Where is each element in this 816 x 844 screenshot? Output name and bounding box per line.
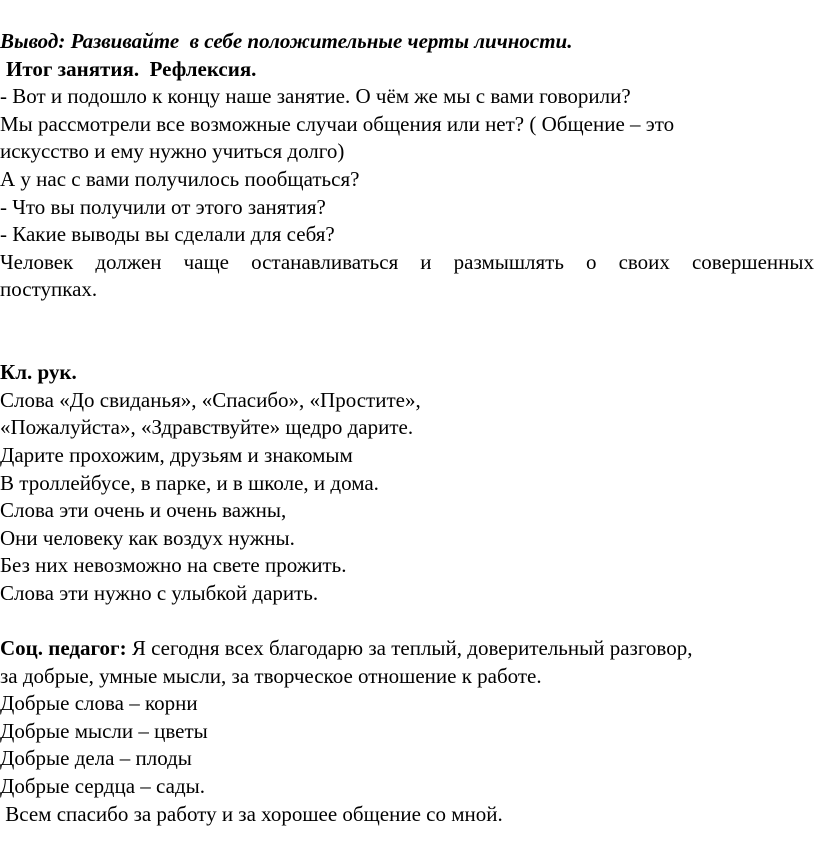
reflection-line: Человек должен чаще останавливаться и размышлять о своих совершенных (0, 249, 814, 274)
social-teacher-text-line: Добрые мысли – цветы (0, 718, 208, 743)
summary-heading: Итог занятия. Рефлексия. (6, 56, 257, 81)
reflection-line: А у нас с вами получилось пообщаться? (0, 166, 360, 191)
reflection-line: искусство и ему нужно учиться долго) (0, 139, 345, 164)
reflection-line: - Что вы получили от этого занятия? (0, 194, 326, 219)
conclusion-label: Вывод: (0, 29, 66, 53)
social-teacher-first-line: Я сегодня всех благодарю за теплый, доверительный разговор, (126, 636, 693, 661)
class-teacher-label: Кл. рук. (0, 360, 77, 385)
summary-heading-line (0, 56, 816, 84)
reflection-line: - Какие выводы вы сделали для себя? (0, 222, 335, 247)
reflection-line: Мы рассмотрели все возможные случаи общения или нет? ( Общение – это (0, 111, 675, 136)
social-teacher-text-line: за добрые, умные мысли, за творческое отношение к работе. (0, 663, 542, 688)
conclusion-text: Развивайте в себе положительные черты личности. (70, 29, 573, 53)
spacer (0, 607, 816, 635)
spacer (0, 304, 816, 332)
poem-line: Слова «До свиданья», «Спасибо», «Простите», (0, 387, 421, 412)
poem-line: «Пожалуйста», «Здравствуйте» щедро дарите. (0, 415, 414, 440)
spacer (0, 332, 816, 360)
social-teacher-text-line: Добрые сердца – сады. (0, 774, 205, 799)
document-page (0, 28, 816, 828)
social-teacher-text-line: Добрые слова – корни (0, 691, 198, 716)
poem-line: Слова эти очень и очень важны, (0, 498, 287, 523)
conclusion-line (0, 28, 816, 56)
poem-line: Дарите прохожим, друзьям и знакомым (0, 442, 353, 467)
reflection-line: поступках. (0, 277, 98, 302)
class-teacher-heading-line (0, 359, 816, 387)
social-teacher-line (0, 635, 816, 663)
poem-line: В троллейбусе, в парке, и в школе, и дома. (0, 470, 379, 495)
social-teacher-label: Соц. педагог: (0, 636, 127, 661)
social-teacher-text-line: Добрые дела – плоды (0, 746, 192, 771)
poem-line: Без них невозможно на свете прожить. (0, 553, 347, 578)
poem-line: Слова эти нужно с улыбкой дарить. (0, 580, 319, 605)
reflection-line: - Вот и подошло к концу наше занятие. О чём же мы с вами говорили? (0, 84, 631, 109)
poem-line: Они человеку как воздух нужны. (0, 525, 295, 550)
social-teacher-text-line: Всем спасибо за работу и за хорошее общение со мной. (0, 801, 503, 826)
